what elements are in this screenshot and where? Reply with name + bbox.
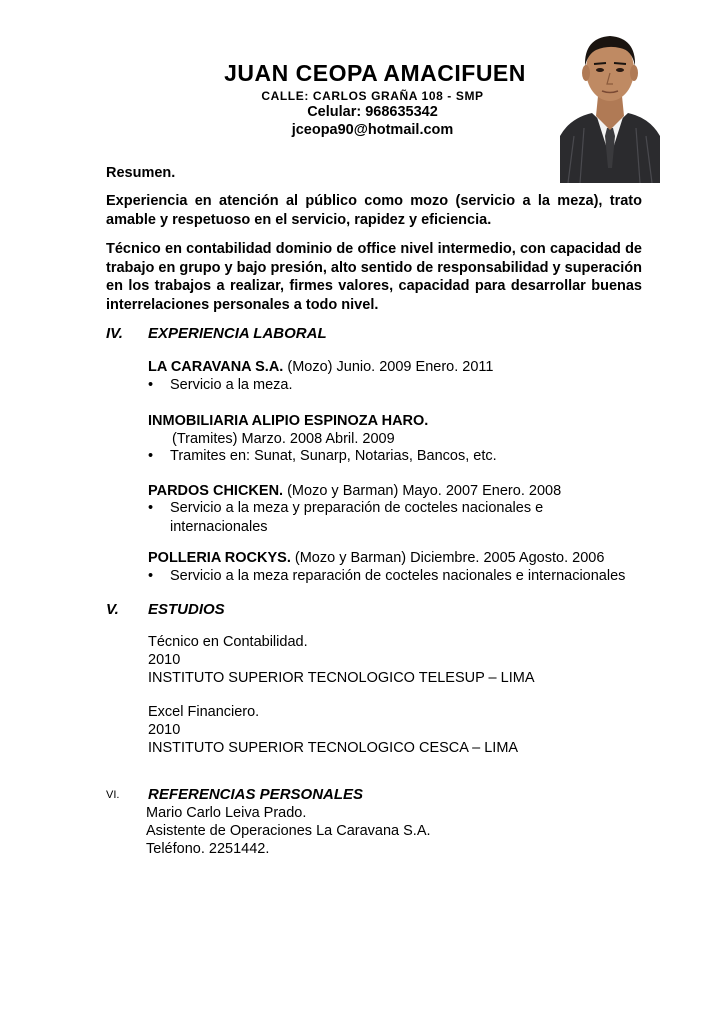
job-bullet: [148, 499, 648, 536]
job-entry: [148, 482, 561, 501]
job-bullet-text-continued: internacionales: [170, 518, 268, 535]
job-company: LA CARAVANA S.A.: [148, 359, 284, 375]
job-detail: (Tramites) Marzo. 2008 Abril. 2009: [172, 431, 395, 447]
education-year: 2010: [148, 652, 181, 668]
education-section-title: ESTUDIOS: [148, 601, 225, 618]
job-company: PARDOS CHICKEN.: [148, 483, 284, 499]
job-bullet: [148, 376, 648, 395]
phone-line: Celular: 968635342: [307, 104, 438, 120]
references-section-number: VI.: [106, 789, 120, 801]
education-course: Técnico en Contabilidad.: [148, 634, 308, 650]
address-line: CALLE: CARLOS GRAÑA 108 - SMP: [261, 89, 484, 103]
summary-heading: Resumen.: [106, 165, 176, 181]
experience-section-number: IV.: [106, 325, 123, 342]
job-detail: (Mozo y Barman) Diciembre. 2005 Agosto. 2006: [290, 550, 605, 566]
education-section-number: V.: [106, 601, 119, 618]
candidate-name: JUAN CEOPA AMACIFUEN: [224, 60, 526, 86]
experience-section-title: EXPERIENCIA LABORAL: [148, 325, 327, 342]
summary-paragraph-2: Técnico en contabilidad dominio de office nivel intermedio, con capacidad de trabajo en grupo y bajo presión, alto sentido de responsabilidad y superación en los trabajos a realizar, firmes valores, capacidad para desarrollar buenas interrelaciones personales a todo nivel.: [106, 241, 642, 313]
job-entry: [148, 549, 604, 568]
bullet-icon: •: [148, 448, 154, 464]
education-year: 2010: [148, 722, 181, 738]
reference-role: Asistente de Operaciones La Caravana S.A.: [146, 823, 431, 839]
bullet-icon: •: [148, 500, 154, 516]
job-entry: [148, 358, 493, 377]
job-detail: (Mozo y Barman) Mayo. 2007 Enero. 2008: [283, 483, 562, 499]
education-course: Excel Financiero.: [148, 704, 260, 720]
summary-paragraph-1: Experiencia en atención al público como mozo (servicio a la meza), trato amable y respetuoso en el servicio, rapidez y eficiencia.: [106, 193, 642, 228]
bullet-icon: •: [148, 377, 154, 393]
references-section-title: REFERENCIAS PERSONALES: [148, 786, 364, 803]
job-bullet-text: Servicio a la meza reparación de cocteles nacionales e internacionales: [170, 568, 626, 584]
job-detail: (Mozo) Junio. 2009 Enero. 2011: [283, 359, 494, 375]
job-bullet-text: Servicio a la meza y preparación de cocteles nacionales e: [170, 500, 544, 516]
email-line: jceopa90@hotmail.com: [291, 122, 454, 138]
job-bullet-text: Tramites en: Sunat, Sunarp, Notarias, Bancos, etc.: [170, 448, 497, 464]
reference-phone: Teléfono. 2251442.: [146, 841, 270, 857]
job-company: POLLERIA ROCKYS.: [148, 550, 291, 566]
profile-photo: [560, 18, 660, 183]
job-company: INMOBILIARIA ALIPIO ESPINOZA HARO.: [148, 413, 429, 429]
bullet-icon: •: [148, 568, 154, 584]
reference-name: Mario Carlo Leiva Prado.: [146, 805, 307, 821]
job-bullet-text: Servicio a la meza.: [170, 377, 293, 393]
job-bullet: [148, 447, 648, 466]
job-bullet: [148, 567, 648, 586]
education-school: INSTITUTO SUPERIOR TECNOLOGICO CESCA – LIMA: [148, 740, 519, 756]
education-school: INSTITUTO SUPERIOR TECNOLOGICO TELESUP – LIMA: [148, 670, 535, 686]
